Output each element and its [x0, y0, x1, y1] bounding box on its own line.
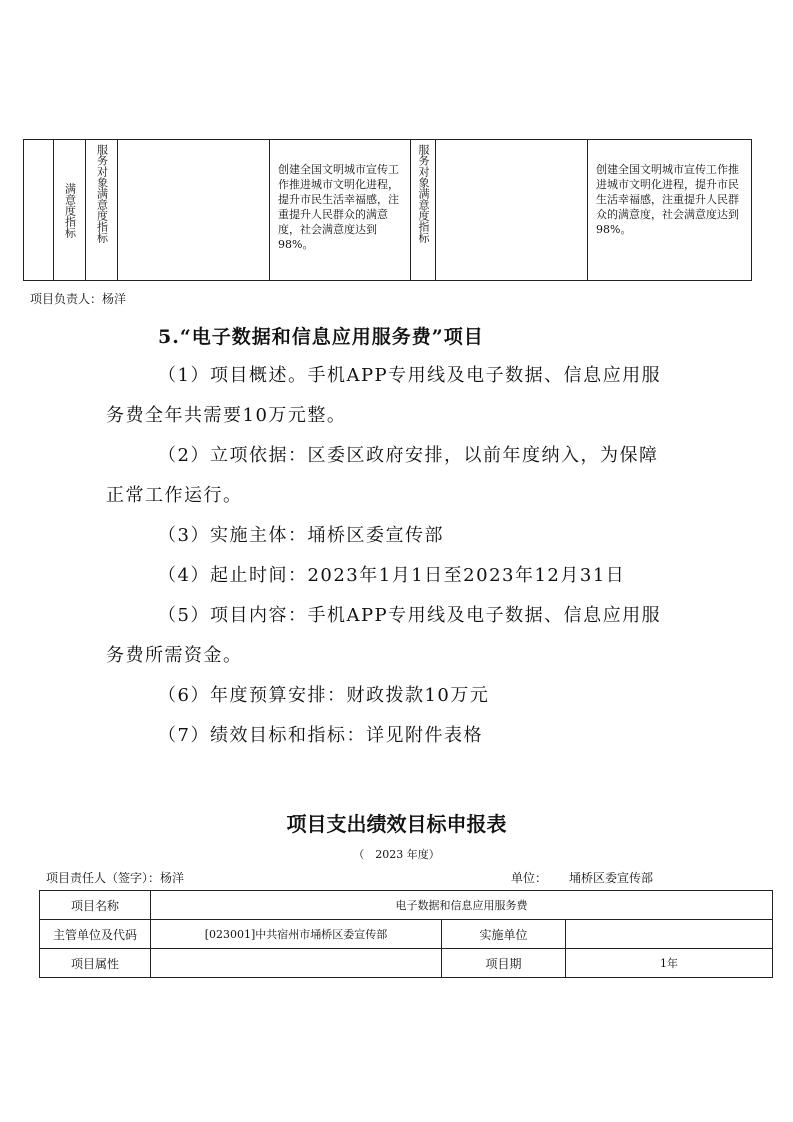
paragraph-1-line-2: 务费全年共需要10万元整。: [106, 405, 347, 426]
form-title: 项目支出绩效目标申报表: [286, 812, 507, 836]
sub-indicator-label-right: 服务对象满意度指标: [417, 144, 430, 243]
indicator-table-continuation: [23, 139, 752, 281]
form-unit: [511, 869, 653, 886]
table-row: [40, 920, 773, 949]
paragraph-7: （7）绩效目标和指标：详见附件表格: [158, 725, 483, 746]
paragraph-4: （4）起止时间：2023年1月1日至2023年12月31日: [158, 565, 626, 586]
sub-indicator-label-left: 服务对象满意度指标: [95, 144, 109, 243]
dept-label: 主管单位及代码: [40, 920, 151, 949]
section-title: 5.“电子数据和信息应用服务费”项目: [158, 326, 484, 348]
paragraph-3: （3）实施主体：埇桥区委宣传部: [158, 525, 444, 546]
project-period-label: 项目期: [442, 949, 566, 978]
project-name-label: 项目名称: [40, 891, 151, 920]
dept-value: [023001]中共宿州市埇桥区委宣传部: [151, 920, 442, 949]
category-cell: [54, 140, 86, 281]
unit-value: 埇桥区委宣传部: [569, 871, 654, 885]
paragraph-5-line-2: 务费所需资金。: [106, 645, 243, 666]
project-attr-value: [151, 949, 442, 978]
description-text-right: 创建全国文明城市宣传工作推进城市文明化进程，提升市民生活幸福感，注重提升人民群众的满意度，社会满意度达到98%。: [596, 163, 739, 236]
paragraph-6: （6）年度预算安排：财政拨款10万元: [158, 685, 490, 706]
table-row: [24, 140, 752, 281]
unit-label: 单位：: [511, 871, 548, 885]
description-text-left: 创建全国文明城市宣传工作推进城市文明化进程，提升市民生活幸福感，注重提升人民群众的满意度，社会满意度达到98%。: [278, 163, 399, 251]
paragraph-2-line-2: 正常工作运行。: [106, 485, 243, 506]
project-owner: 项目负责人：杨洋: [30, 292, 127, 306]
impl-unit-label: 实施单位: [442, 920, 566, 949]
sub-indicator-cell-right: [411, 140, 436, 281]
table-row: [40, 949, 773, 978]
paragraph-5-line-1: （5）项目内容：手机APP专用线及电子数据、信息应用服: [158, 605, 662, 626]
project-period-value: 1年: [566, 949, 773, 978]
project-attr-label: 项目属性: [40, 949, 151, 978]
sub-indicator-cell-left: [86, 140, 118, 281]
project-form-table: [39, 890, 773, 978]
empty-cell: [436, 140, 588, 281]
empty-cell: [24, 140, 54, 281]
project-name-value: 电子数据和信息应用服务费: [151, 891, 773, 920]
form-year: （ 2023 年度）: [353, 848, 440, 861]
impl-unit-value: [566, 920, 773, 949]
paragraph-1-line-1: （1）项目概述。手机APP专用线及电子数据、信息应用服: [158, 365, 662, 386]
empty-cell: [118, 140, 270, 281]
description-cell-left: [270, 140, 411, 281]
form-responsible: 项目责任人（签字）：杨洋: [46, 871, 185, 885]
description-cell-right: [588, 140, 752, 281]
paragraph-2-line-1: （2）立项依据：区委区政府安排，以前年度纳入，为保障: [158, 445, 659, 466]
table-row: [40, 891, 773, 920]
category-label: 满意度指标: [63, 182, 77, 238]
